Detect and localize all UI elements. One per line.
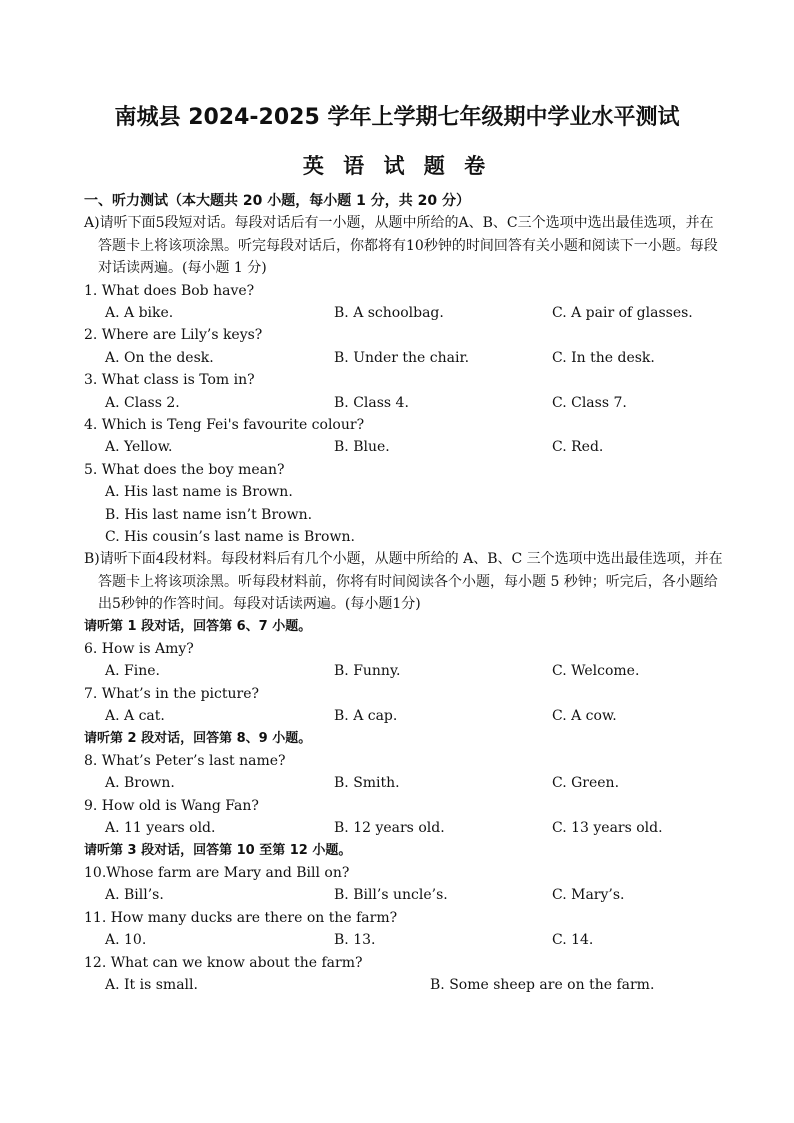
option-c: C. Class 7. [552,394,627,411]
option-a: A. Fine. [105,663,160,680]
question-2: 2. Where are Lily’s keys? [84,327,263,344]
options-row [84,705,724,727]
question-1: 1. What does Bob have? [84,282,255,299]
question-9: 9. How old is Wang Fan? [84,797,259,814]
part-a-instructions: A)请听下面5段短对话。每段对话后有一小题，从题中所给的A、B、C三个选项中选出最佳选项，并在答题卡上将该项涂黑。听完每段对话后，你都将有10秒钟的时间回答有关小题和阅读下一小题。每段对话读两遍。(每小题 1 分) [84,215,718,277]
option-b: B. Bill’s uncle’s. [334,887,448,904]
option-b: B. His last name isn’t Brown. [105,506,313,523]
option-c: C. In the desk. [552,349,655,366]
page-title: 南城县 2024-2025 学年上学期七年级期中学业水平测试 [114,105,680,130]
section-heading-listening: 一、听力测试（本大题共 20 小题，每小题 1 分，共 20 分） [84,193,470,209]
options-row [84,817,724,839]
question-6: 6. How is Amy? [84,641,194,658]
option-a: A. A bike. [105,305,174,322]
option-b: B. 12 years old. [334,820,445,837]
option-b: B. Class 4. [334,394,409,411]
exam-content [84,190,724,996]
question-3: 3. What class is Tom in? [84,372,255,389]
option-c: C. A cow. [552,708,617,725]
dialog-2-heading: 请听第 2 段对话，回答第 8、9 小题。 [84,730,312,746]
question-12: 12. What can we know about the farm? [84,954,363,971]
options-row [84,436,724,458]
option-a: A. Yellow. [105,439,173,456]
option-c: C. Welcome. [552,663,640,680]
options-row [84,392,724,414]
option-a: A. Class 2. [105,394,180,411]
option-a: A. 11 years old. [105,820,216,837]
options-row [84,974,724,996]
option-b: B. Funny. [334,663,401,680]
options-row [84,929,724,951]
question-10: 10.Whose farm are Mary and Bill on? [84,865,350,882]
options-row [84,347,724,369]
option-a: A. Bill’s. [105,887,164,904]
option-b: B. A cap. [334,708,398,725]
options-row [84,302,724,324]
dialog-3-heading: 请听第 3 段对话，回答第 10 至第 12 小题。 [84,842,352,858]
option-b: B. 13. [334,932,376,949]
option-c: C. Green. [552,775,620,792]
option-b: B. A schoolbag. [334,305,444,322]
question-4: 4. Which is Teng Fei's favourite colour? [84,417,365,434]
options-row [84,772,724,794]
option-a: A. A cat. [105,708,165,725]
page-subtitle: 英 语 试 题 卷 [302,154,492,178]
option-b: B. Some sheep are on the farm. [430,977,655,994]
option-a: A. 10. [105,932,147,949]
option-b: B. Under the chair. [334,349,470,366]
question-8: 8. What’s Peter’s last name? [84,753,286,770]
options-row [84,660,724,682]
option-b: B. Smith. [334,775,400,792]
question-11: 11. How many ducks are there on the farm? [84,909,398,926]
option-a: A. It is small. [105,977,198,994]
part-b-instructions: B)请听下面4段材料。每段材料后有几个小题，从题中所给的 A、B、C 三个选项中选出最佳选项，并在答题卡上将该项涂黑。听每段材料前，你将有时间阅读各个小题，每小题 5 秒钟；听完后，各小题给出5秒钟的作答时间。每段对话读两遍。(每小题1分) [84,551,723,613]
question-7: 7. What’s in the picture? [84,685,259,702]
option-c: C. Mary’s. [552,887,625,904]
question-5: 5. What does the boy mean? [84,461,285,478]
dialog-1-heading: 请听第 1 段对话，回答第 6、7 小题。 [84,618,312,634]
option-c: C. 13 years old. [552,820,663,837]
options-row [84,884,724,906]
option-c: C. A pair of glasses. [552,305,693,322]
option-a: A. His last name is Brown. [105,484,293,501]
option-c: C. Red. [552,439,604,456]
option-a: A. On the desk. [105,349,214,366]
option-c: C. His cousin’s last name is Brown. [105,529,355,546]
option-c: C. 14. [552,932,594,949]
option-a: A. Brown. [105,775,175,792]
option-b: B. Blue. [334,439,390,456]
